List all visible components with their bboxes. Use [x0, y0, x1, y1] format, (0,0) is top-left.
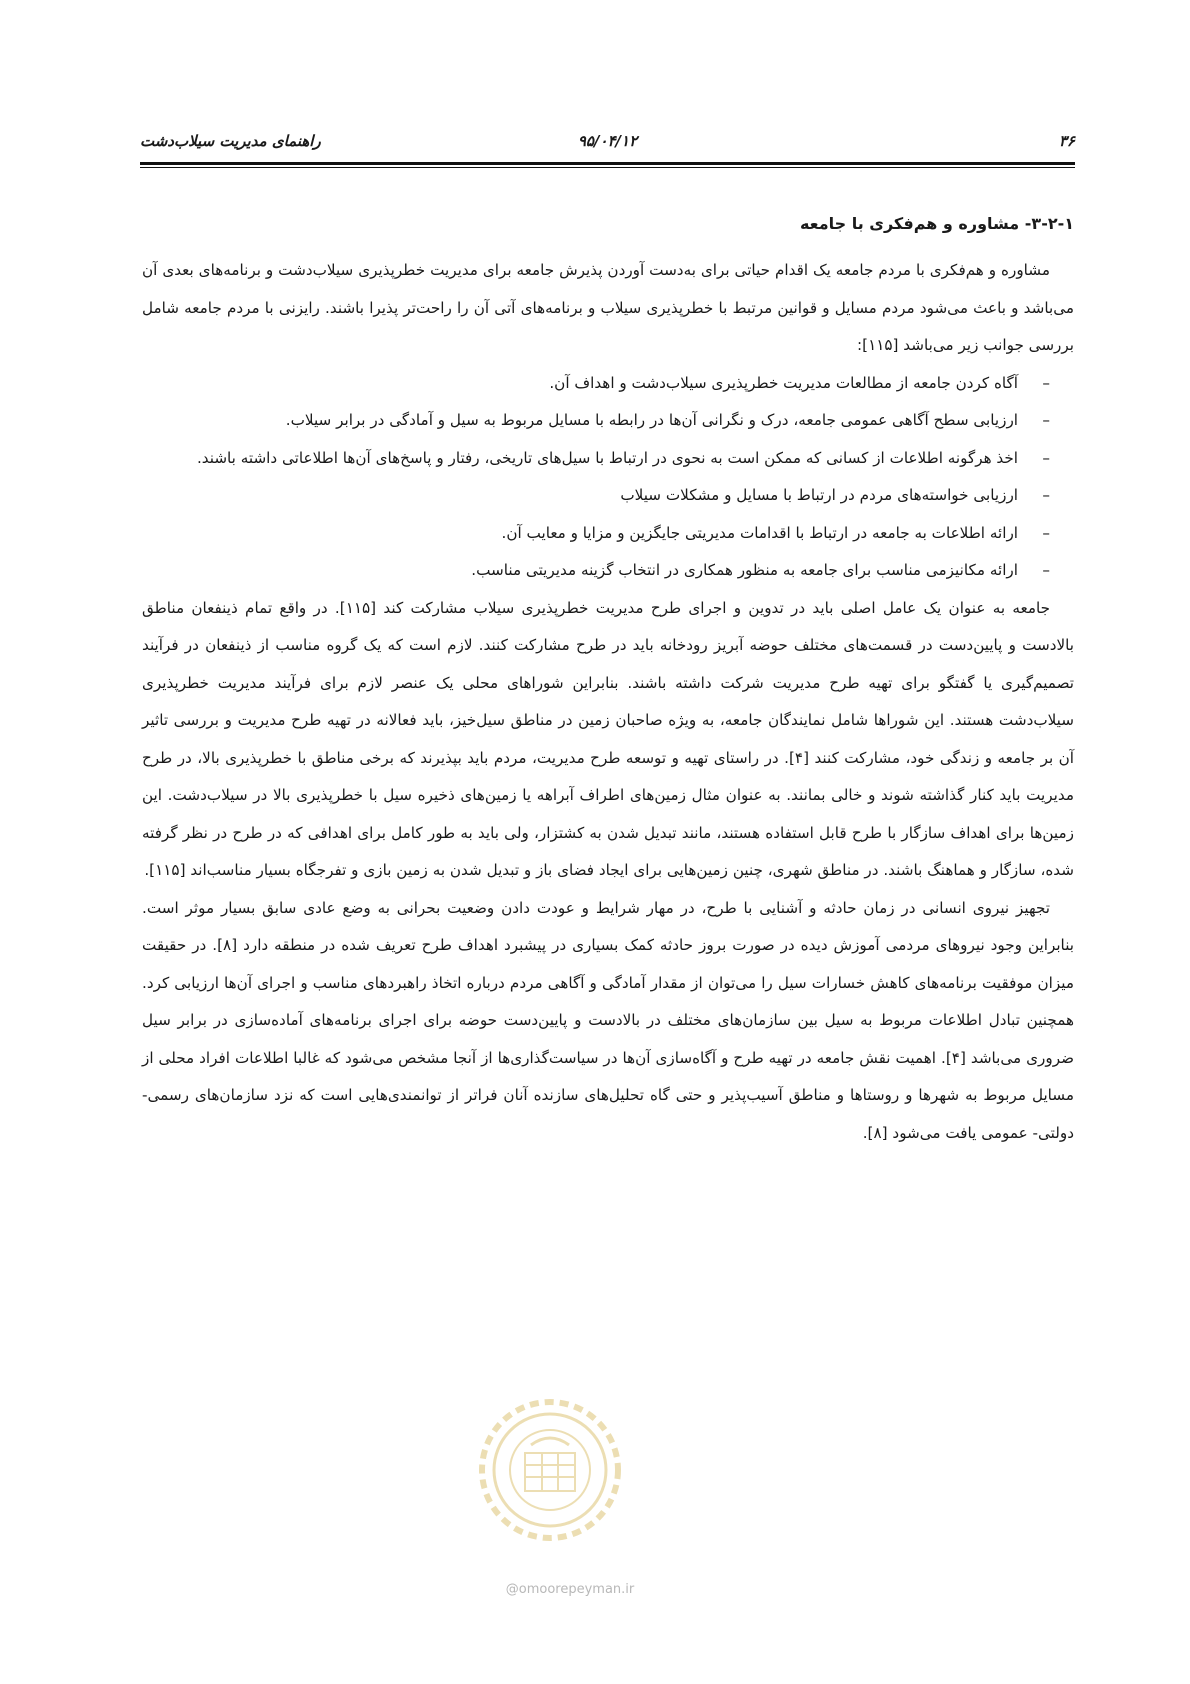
gear-emblem-icon [475, 1395, 625, 1545]
list-item: – اخذ هرگونه اطلاعات از کسانی که ممکن است به نحوی در ارتباط با سیل‌های تاریخی، رفتار و پاسخ‌های آن‌ها اطلاعاتی داشته باشند. [142, 440, 1074, 478]
list-item: – آگاه کردن جامعه از مطالعات مدیریت خطرپذیری سیلاب‌دشت و اهداف آن. [142, 365, 1074, 403]
bullet-list [142, 365, 1074, 590]
body-paragraph-equipment: تجهیز نیروی انسانی در زمان حادثه و آشنایی با طرح، در مهار شرایط و عودت دادن وضعیت بحرانی به وضع عادی سابق بسیار موثر است. بنابراین وجود نیروهای مردمی آموزش دیده در صورت بروز حادثه کمک بسیاری در پیشبرد اهداف طرح تعریف شده در منطقه دارد [۸]. در حقیقت میزان موفقیت برنامه‌های کاهش خسارات سیل را می‌توان از مقدار آمادگی و آگاهی مردم درباره اتخاذ راهبردهای مناسب و اجرای آن‌ها ارزیابی کرد. همچنین تبادل اطلاعات مربوط به سیل بین سازمان‌های مختلف در بالادست و پایین‌دست حوضه برای اجرای برنامه‌های آماده‌سازی در برابر سیل ضروری می‌باشد [۴]. اهمیت نقش جامعه در تهیه طرح و آگاه‌سازی آن‌ها در سیاست‌گذاری‌ها از آنجا مشخص می‌شود که غالبا اطلاعات افراد محلی از مسایل مربوط به شهرها و روستاها و مناطق آسیب‌پذیر و حتی گاه تحلیل‌های سازنده آنان فراتر از توانمندی‌هایی است که نزد سازمان‌های رسمی- دولتی- عمومی یافت می‌شود [۸]. [142, 898, 1074, 1142]
body-paragraph-community: جامعه به عنوان یک عامل اصلی باید در تدوین و اجرای طرح مدیریت خطرپذیری سیلاب مشارکت کند [۱۱۵]. در واقع تمام ذینفعان مناطق بالادست و پایین‌دست در قسمت‌های مختلف حوضه آبریز رودخانه باید در طرح مشارکت کنند. لازم است که یک گروه مناسب از ذینفعان در فرآیند تصمیم‌گیری یا گفتگو برای تهیه طرح مدیریت شرکت داشته باشند. بنابراین شوراهای محلی یک عنصر لازم برای فرآیند مدیریت خطرپذیری سیلاب‌دشت هستند. این شوراها شامل نمایندگان جامعه، به ویژه صاحبان زمین در مناطق سیل‌خیز، باید فعالانه در تهیه طرح مدیریت و بررسی تاثیر آن بر جامعه و زندگی خود، مشارکت کنند [۴]. در راستای تهیه و توسعه طرح مدیریت، مردم باید بپذیرند که برخی مناطق با خطرپذیری بالا، در طرح مدیریت باید کنار گذاشته شوند و خالی بمانند. به عنوان مثال زمین‌های اطراف آبراهه یا زمین‌های ذخیره سیل با خطرپذیری بالا در سیلاب‌دشت. این زمین‌ها برای اهداف سازگار با طرح قابل استفاده هستند، مانند تبدیل شدن به کشتزار، ولی باید به طور کامل برای اهدافی که در طرح در نظر گرفته شده، سازگار و هماهنگ باشند. در مناطق شهری، چنین زمین‌هایی برای ایجاد فضای باز و تبدیل شدن به زمین بازی و تفرجگاه بسیار مناسب‌اند [۱۱۵]. [142, 598, 1075, 879]
intro-paragraph: مشاوره و هم‌فکری با مردم جامعه یک اقدام حیاتی برای به‌دست آوردن پذیرش جامعه برای مدیریت خطرپذیری سیلاب‌دشت و برنامه‌های بعدی آن می‌باشد و باعث می‌شود مردم مسایل و قوانین مرتبط با خطرپذیری سیلاب و برنامه‌های آتی آن را راحت‌تر پذیرا باشند. رایزنی با مردم جامعه شامل بررسی جوانب زیر می‌باشد [۱۱۵]: [142, 261, 1074, 354]
list-item: – ارائه مکانیزمی مناسب برای جامعه به منظور همکاری در انتخاب گزینه مدیریتی مناسب. [142, 552, 1074, 590]
running-title: راهنمای مدیریت سیلاب‌دشت [140, 132, 321, 150]
page-header [140, 128, 1075, 166]
header-rule-thick [140, 162, 1075, 165]
watermark-site: @omoorepeyman.ir [505, 1582, 635, 1597]
header-rule-thin [140, 167, 1075, 168]
list-item: – ارائه اطلاعات به جامعه در ارتباط با اقدامات مدیریتی جایگزین و مزایا و معایب آن. [142, 515, 1074, 553]
list-item: – ارزیابی خواسته‌های مردم در ارتباط با مسایل و مشکلات سیلاب [142, 477, 1074, 515]
header-date: ۹۵/۰۴/۱۲ [577, 132, 638, 150]
page-number: ۳۶ [1058, 132, 1075, 150]
list-item: – ارزیابی سطح آگاهی عمومی جامعه، درک و نگرانی آن‌ها در رابطه با مسایل مربوط به سیل و آمادگی در برابر سیلاب. [142, 402, 1074, 440]
section-heading: ۳-۲-۱- مشاوره و هم‌فکری با جامعه [799, 214, 1074, 233]
main-content [142, 210, 1074, 1152]
